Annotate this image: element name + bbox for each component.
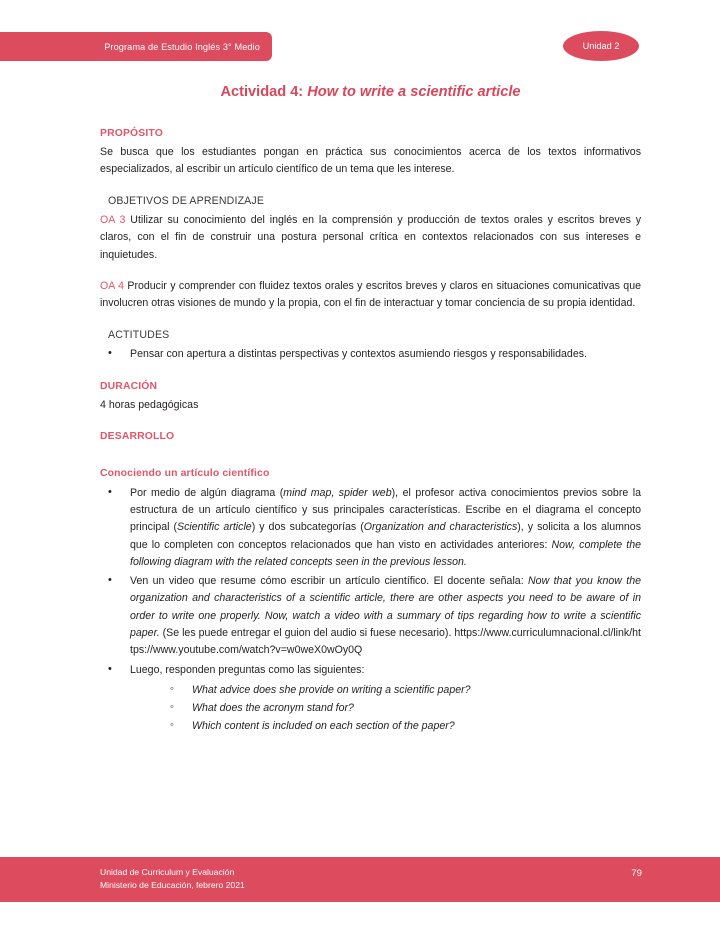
page-title [100, 84, 641, 102]
bullet2-part1: Ven un video que resume cómo escribir un artículo científico. El docente señala: [130, 575, 529, 588]
list-item [100, 662, 641, 736]
main-content [100, 84, 641, 737]
page-title-prefix: Actividad 4: [220, 84, 304, 100]
section-heading-proposito: PROPÓSITO [100, 127, 163, 139]
section-heading-desarrollo: DESARROLLO [100, 430, 175, 442]
section-objetivos [100, 195, 641, 312]
oa3-text: Utilizar su conocimiento del inglés en la comprensión y producción de textos orales y escritos breves y claros, con el fin de construir una postura personal crítica en contextos relacionados con sus intereses e inquietudes. [100, 214, 641, 261]
bullet2-part2: (Se les puede entregar el guion del audio si fuese necesario). [159, 627, 452, 640]
bullet2-italic1: Now that you know the organization and characteristics of a scientific article, there are other aspects you need to be aware of in order to write one properly. Now, watch a video with a summary of tips regarding how to write a scientific paper. [130, 575, 641, 640]
list-item: ◦ What advice does she provide on writing a scientific paper? [130, 681, 641, 699]
section-heading-duracion: DURACIÓN [100, 380, 158, 392]
list-item [100, 573, 641, 659]
bullet1-part2: ), el profesor activa conocimientos previos sobre la estructura de un artículo científico y sus principales características. Escribe en el diagrama el concepto principal ( [130, 486, 641, 534]
oa4-paragraph [100, 278, 641, 313]
subsection-heading-conociendo: Conociendo un artículo científico [100, 467, 270, 479]
bullet1-italic2: Scientific article [177, 521, 252, 534]
unit-badge [563, 31, 639, 61]
bullet1-part3: ) y dos subcategorías ( [251, 521, 364, 534]
list-item [100, 485, 641, 571]
page-number: 79 [631, 868, 642, 879]
bullet1-italic1: mind map, spider web [283, 486, 392, 499]
section-desarrollo [100, 431, 641, 736]
proposito-text: Se busca que los estudiantes pongan en práctica sus conocimientos acerca de los textos informativos especializados, al escribir un artículo científico de un tema que les interese. [100, 145, 641, 175]
list-item: ◦ What does the acronym stand for? [130, 699, 641, 717]
footer-line-1: Unidad de Curriculum y Evaluación [100, 867, 235, 877]
footer-band [0, 857, 720, 902]
oa4-code: OA 4 [100, 279, 124, 292]
video-link[interactable]: https://www.curriculumnacional.cl/link/https://www.youtube.com/watch?v=w0weX0wOy0Q [130, 627, 641, 657]
section-actitudes [100, 329, 641, 363]
section-heading-objetivos: OBJETIVOS DE APRENDIZAJE [108, 195, 265, 208]
bullet1-part1: Por medio de algún diagrama ( [130, 486, 284, 499]
oa3-paragraph [100, 212, 641, 264]
footer-line-2: Ministerio de Educación, febrero 2021 [100, 879, 245, 890]
bullet1-italic3: Organization and characteristics [363, 521, 518, 534]
unit-badge-label: Unidad 2 [582, 41, 620, 51]
actitudes-list [100, 346, 641, 363]
duracion-text: 4 horas pedagógicas [100, 398, 199, 411]
list-item: ◦ Which content is included on each section of the paper? [130, 717, 641, 735]
footer-text [100, 866, 245, 892]
oa4-text: Producir y comprender con fluidez textos orales y escritos breves y claros en situaciones comunicativas que involucren otras visiones de mundo y la propia, con el fin de interactuar y tomar conciencia de su propia identidad. [100, 279, 641, 310]
header-band [0, 32, 272, 61]
section-proposito [100, 128, 641, 179]
bullet1-italic4: Now, complete the following diagram with the related concepts seen in the previous lesson. [130, 538, 641, 568]
section-duracion [100, 381, 641, 414]
desarrollo-bullet-list [100, 485, 641, 736]
section-heading-actitudes: ACTITUDES [108, 329, 170, 342]
header-band-label: Programa de Estudio Inglés 3° Medio [104, 41, 260, 52]
bullet3-intro: Luego, responden preguntas como las siguientes: [130, 663, 365, 676]
page-title-name: How to write a scientific article [307, 84, 521, 100]
questions-list [130, 681, 641, 736]
bullet1-part4: ), y solicita a los alumnos que lo completen con conceptos relacionados que han visto en actividades anteriores: [130, 521, 641, 551]
oa3-code: OA 3 [100, 214, 126, 227]
list-item: • Pensar con apertura a distintas perspectivas y contextos asumiendo riesgos y responsabilidades. [100, 346, 641, 363]
